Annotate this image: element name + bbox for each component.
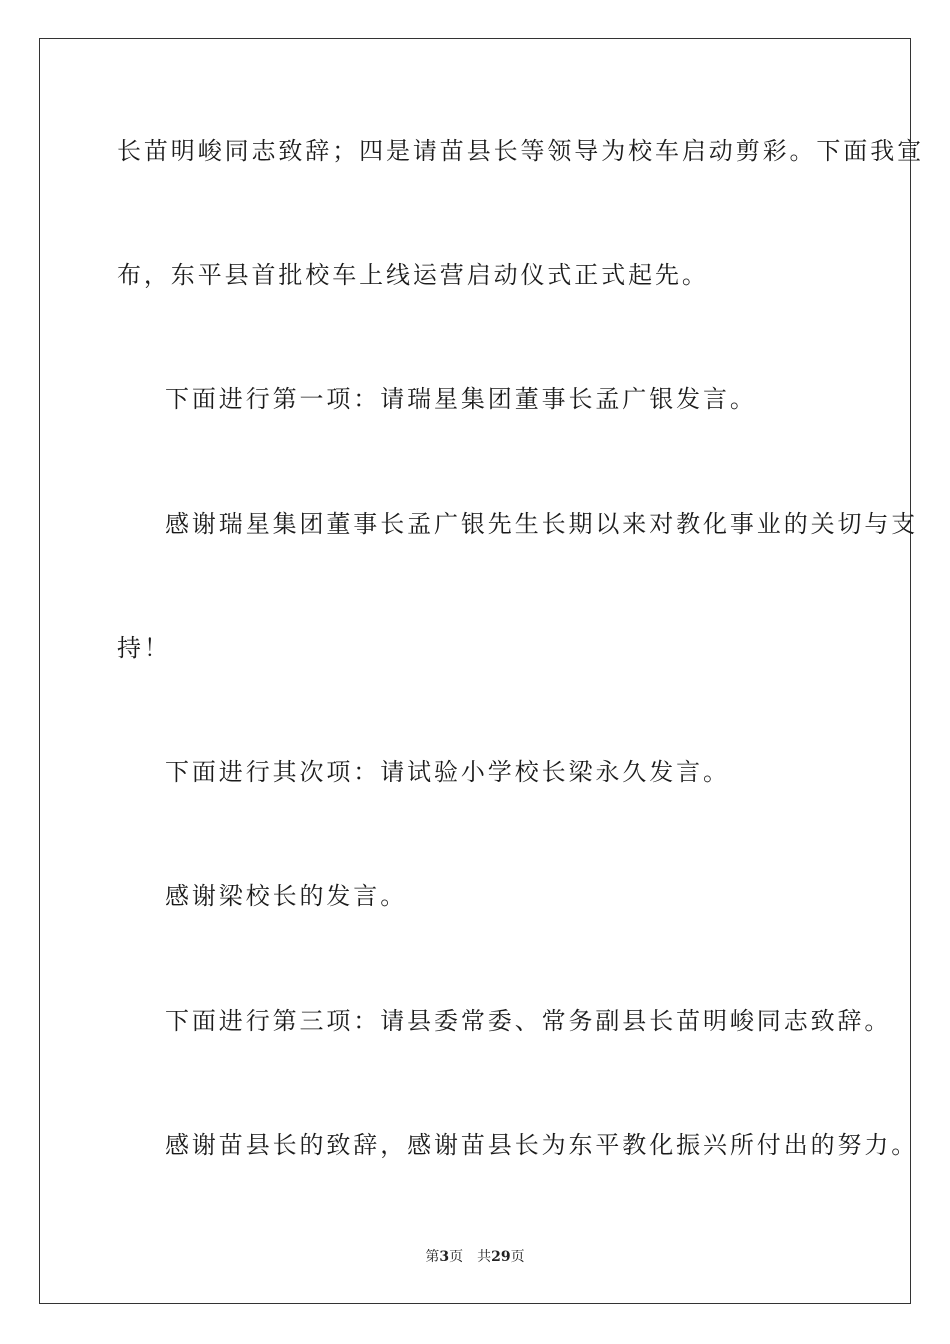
body-line-5: 持！ — [117, 634, 171, 662]
body-line-3: 下面进行第一项：请瑞星集团董事长孟广银发言。 — [165, 385, 757, 413]
total-suffix: 页 — [510, 1249, 525, 1265]
page-frame — [39, 38, 924, 1304]
body-line-8: 下面进行第三项：请县委常委、常务副县长苗明峻同志致辞。 — [165, 1007, 892, 1035]
page-prefix: 第 — [425, 1249, 440, 1265]
body-line-9: 感谢苗县长的致辞，感谢苗县长为东平教化振兴所付出的努力。 — [165, 1131, 919, 1159]
current-page-number: 3 — [439, 1249, 450, 1265]
body-line-1: 长苗明峻同志致辞；四是请苗县长等领导为校车启动剪彩。下面我宣 — [117, 137, 924, 165]
total-page-count: 29 — [491, 1249, 511, 1265]
total-prefix: 共 — [477, 1249, 492, 1265]
body-line-4: 感谢瑞星集团董事长孟广银先生长期以来对教化事业的关切与支 — [165, 510, 919, 538]
body-line-2: 布，东平县首批校车上线运营启动仪式正式起先。 — [117, 261, 709, 289]
page-suffix: 页 — [449, 1249, 464, 1265]
body-line-7: 感谢梁校长的发言。 — [165, 882, 408, 910]
body-line-6: 下面进行其次项：请试验小学校长梁永久发言。 — [165, 758, 730, 786]
page-footer — [0, 1246, 950, 1266]
